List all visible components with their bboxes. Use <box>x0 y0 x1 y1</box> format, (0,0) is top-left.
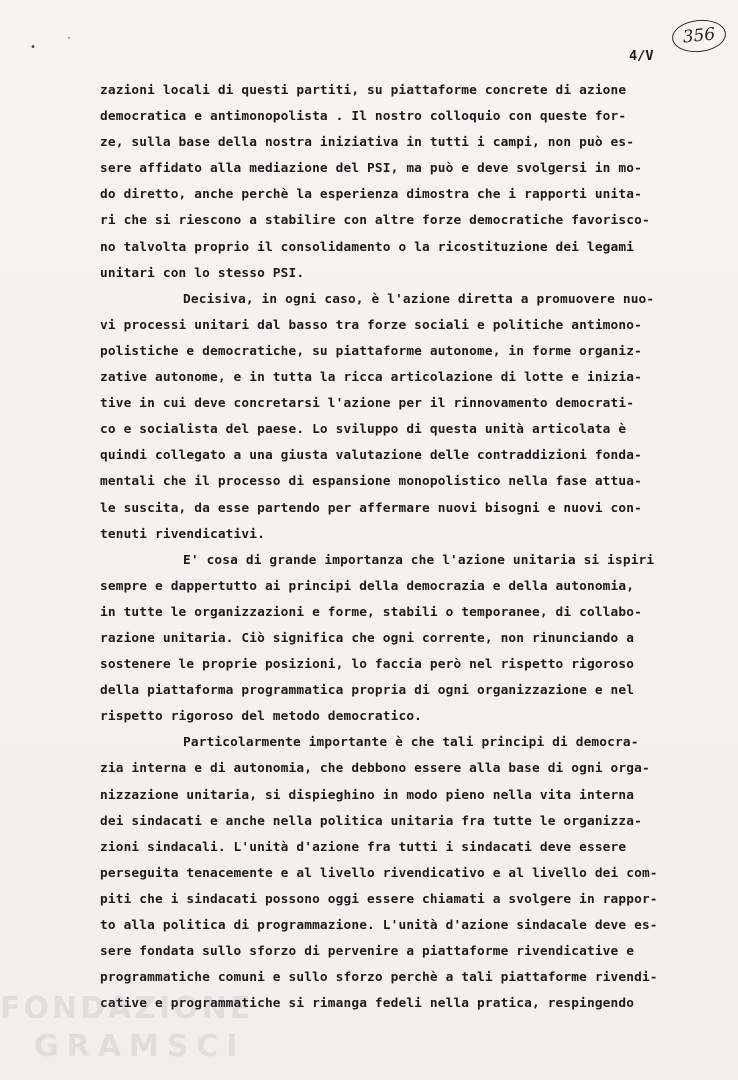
text-line: sere affidato alla mediazione del PSI, ma può e deve svolgersi in mo- <box>100 161 642 177</box>
watermark-line-1: FONDAZIONE <box>0 991 254 1026</box>
text-line: cative e programmatiche si rimanga fedeli nella pratica, respingendo <box>100 996 635 1012</box>
text-line: do diretto, anche perchè la esperienza dimostra che i rapporti unita- <box>100 187 642 203</box>
text-line: zative autonome, e in tutta la ricca articolazione di lotte e inizia- <box>100 370 642 386</box>
typed-body-text <box>100 78 726 1017</box>
text-line: quindi collegato a una giusta valutazione delle contraddizioni fonda- <box>100 448 642 464</box>
archive-stamp <box>670 17 727 54</box>
paragraph-first-line: E' cosa di grande importanza che l'azione unitaria si ispiri <box>183 552 655 568</box>
archive-stamp-number: 356 <box>681 24 717 48</box>
text-line: sostenere le proprie posizioni, lo faccia però nel rispetto rigoroso <box>100 657 635 673</box>
text-line: le suscita, da esse partendo per affermare nuovi bisogni e nuovi con- <box>100 500 642 516</box>
text-line: rispetto rigoroso del metodo democratico. <box>100 709 423 725</box>
text-line: nizzazione unitaria, si dispieghino in modo pieno nella vita interna <box>100 787 635 803</box>
text-line: unitari con lo stesso PSI. <box>100 265 305 281</box>
text-line: sere fondata sullo sforzo di pervenire a piattaforme rivendicative e <box>100 944 635 960</box>
paragraph-first-line: Particolarmente importante è che tali principi di democra- <box>183 735 639 751</box>
text-line: sempre e dappertutto ai principi della democrazia e della autonomia, <box>100 578 635 594</box>
text-line: tive in cui deve concretarsi l'azione per il rinnovamento democrati- <box>100 396 635 412</box>
paragraph-first-line: Decisiva, in ogni caso, è l'azione diretta a promuovere nuo- <box>183 291 655 307</box>
text-line: razione unitaria. Ciò significa che ogni corrente, non rinunciando a <box>100 630 635 646</box>
text-line: to alla politica di programmazione. L'unità d'azione sindacale deve es- <box>100 918 658 933</box>
text-line: mentali che il processo di espansione monopolistico nella fase attua- <box>100 474 642 490</box>
text-line: ri che si riescono a stabilire con altre forze democratiche favorisco- <box>100 213 650 229</box>
text-line: piti che i sindacati possono oggi essere chiamati a svolgere in rappor- <box>100 891 658 907</box>
watermark-line-2: GRAMSCI <box>34 1029 246 1064</box>
text-line: co e socialista del paese. Lo sviluppo di questa unità articolata è <box>100 422 627 438</box>
text-line: dei sindacati e anche nella politica unitaria fra tutte le organizza- <box>100 813 642 829</box>
text-line: programmatiche comuni e sullo sforzo perchè a tali piattaforme rivendi- <box>100 970 658 986</box>
page-number: 4/V <box>629 48 654 64</box>
text-line: ze, sulla base della nostra iniziativa in tutti i campi, non può es- <box>100 135 635 151</box>
text-line: democratica e antimonopolista . Il nostro colloquio con queste for- <box>100 109 627 125</box>
text-line: zioni sindacali. L'unità d'azione fra tutti i sindacati deve essere <box>100 839 627 855</box>
text-line: zazioni locali di questi partiti, su piattaforme concrete di azione <box>100 83 627 98</box>
text-line: tenuti rivendicativi. <box>100 526 265 542</box>
archive-watermark <box>0 990 254 1066</box>
margin-dot: • <box>30 42 37 53</box>
text-line: no talvolta proprio il consolidamento o la ricostituzione dei legami <box>100 239 635 255</box>
text-line: polistiche e democratiche, su piattaforme autonome, in forme organiz- <box>100 343 642 359</box>
text-line: in tutte le organizzazioni e forme, stabili o temporanee, di collabo- <box>100 604 642 620</box>
text-line: zia interna e di autonomia, che debbono essere alla base di ogni orga- <box>100 761 650 777</box>
text-line: perseguita tenacemente e al livello rivendicativo e al livello dei com- <box>100 865 658 881</box>
margin-dot-small: · <box>66 33 73 44</box>
text-line: della piattaforma programmatica propria di ogni organizzazione e nel <box>100 683 635 699</box>
text-line: vi processi unitari dal basso tra forze sociali e politiche antimono- <box>100 317 642 333</box>
